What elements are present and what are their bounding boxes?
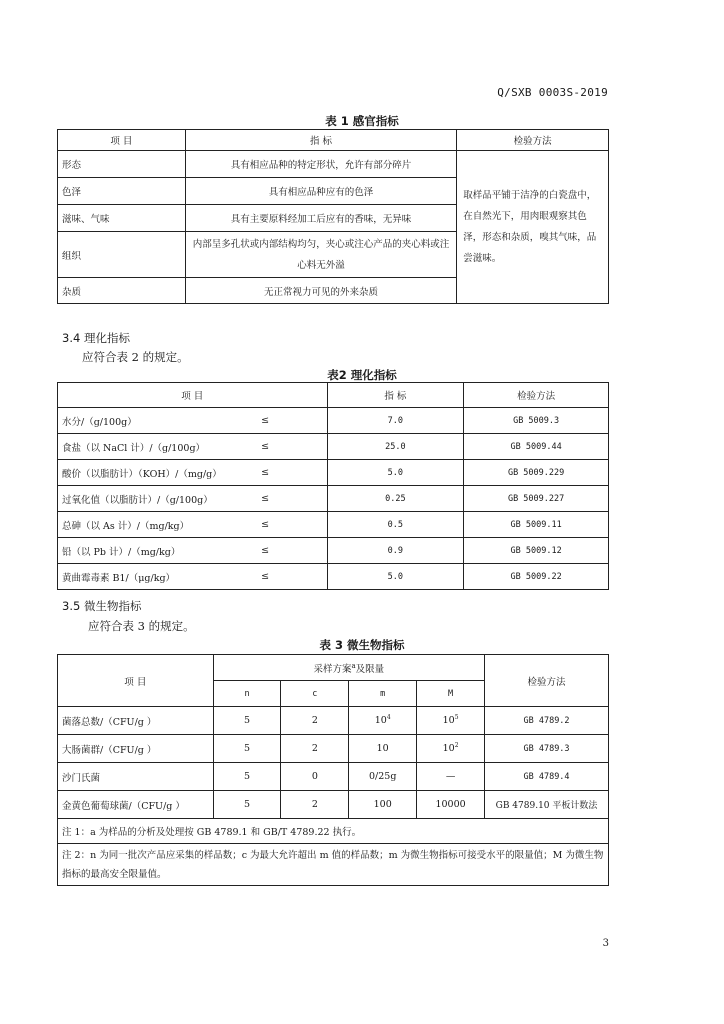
table-row-method: GB 5009.229 <box>464 460 609 486</box>
table-row-op: ≤ <box>257 434 327 460</box>
table-row-M: 10000 <box>417 791 485 819</box>
table-row-n: 5 <box>213 707 281 735</box>
table3-caption: 表 3 微生物指标 <box>319 638 405 652</box>
table-row-c: 2 <box>281 707 349 735</box>
table-row-c: 0 <box>281 763 349 791</box>
header-plan: 采样方案$^a$及限量 <box>213 655 484 681</box>
table-row-value: 7.0 <box>327 408 464 434</box>
table-row-value: 5.0 <box>327 564 464 590</box>
header-M: M <box>417 681 485 707</box>
table-note-2: 注 2：n 为同一批次产品应采集的样品数；c 为最大允许超出 m 值的样品数；m 为微生物指标可接受水平的限量值；M 为微生物指标的最高安全限量值。 <box>58 844 609 886</box>
table-row-method: GB 5009.227 <box>464 486 609 512</box>
table-row-item: 滋味、气味 <box>58 205 186 232</box>
sensory-method: 取样品平铺于洁净的白瓷盘中，在自然光下，用肉眼观察其色泽，形态和杂质，嗅其气味，品尝滋味。 <box>457 151 609 304</box>
header-method: 检验方法 <box>485 655 609 707</box>
table-row-method: GB 5009.22 <box>464 564 609 590</box>
table-row-index: 具有主要原料经加工后应有的香味，无异味 <box>185 205 456 232</box>
physicochemical-table <box>57 382 609 590</box>
table-row-method: GB 5009.44 <box>464 434 609 460</box>
table-row-op: ≤ <box>257 460 327 486</box>
header-item: 项 目 <box>58 383 328 408</box>
table-row-item: 金黄色葡萄球菌/（CFU/g ） <box>58 791 214 819</box>
header-index: 指 标 <box>327 383 464 408</box>
table-row-item: 酸价（以脂肪计）（KOH）/（mg/g） <box>58 460 258 486</box>
header-method: 检验方法 <box>464 383 609 408</box>
table-row-item: 组织 <box>58 232 186 278</box>
table-row-method: GB 4789.4 <box>485 763 609 791</box>
table1-caption: 表 1 感官指标 <box>325 114 399 128</box>
table-row-m: 0/25g <box>349 763 417 791</box>
table-row-item: 色泽 <box>58 178 186 205</box>
table-row-op: ≤ <box>257 538 327 564</box>
table-row-item: 水分/（g/100g） <box>58 408 258 434</box>
table-row-item: 大肠菌群/（CFU/g ） <box>58 735 214 763</box>
table-row-item: 过氧化值（以脂肪计）/（g/100g） <box>58 486 258 512</box>
table-row-index: 内部呈多孔状或内部结构均匀，夹心或注心产品的夹心料或注心料无外溢 <box>185 232 456 278</box>
table-row-m: $10^4$ <box>349 707 417 735</box>
microbial-table <box>57 654 609 886</box>
table-row-item: 沙门氏菌 <box>58 763 214 791</box>
table-row-n: 5 <box>213 735 281 763</box>
table-row-value: 0.25 <box>327 486 464 512</box>
section-3-5-text: 应符合表 3 的规定。 <box>88 619 195 633</box>
table-row-op: ≤ <box>257 408 327 434</box>
table-row-item: 总砷（以 As 计）/（mg/kg） <box>58 512 258 538</box>
table-row-op: ≤ <box>257 486 327 512</box>
table-row-op: ≤ <box>257 512 327 538</box>
table-row-method: GB 5009.11 <box>464 512 609 538</box>
document-number: Q/SXB 0003S-2019 <box>497 86 608 99</box>
table-row-method: GB 5009.12 <box>464 538 609 564</box>
table-row-value: 0.5 <box>327 512 464 538</box>
table-row-m: 10 <box>349 735 417 763</box>
table-row-value: 25.0 <box>327 434 464 460</box>
table-row-method: GB 4789.10 平板计数法 <box>485 791 609 819</box>
table-row-index: 无正常视力可见的外来杂质 <box>185 278 456 304</box>
table-row-n: 5 <box>213 763 281 791</box>
table-row-value: 0.9 <box>327 538 464 564</box>
page-number: 3 <box>602 938 609 949</box>
table2-caption: 表2 理化指标 <box>327 368 397 382</box>
sensory-table <box>57 129 609 304</box>
table-row-item: 食盐（以 NaCl 计）/（g/100g） <box>58 434 258 460</box>
table-row-method: GB 4789.2 <box>485 707 609 735</box>
table-row-op: ≤ <box>257 564 327 590</box>
header-item: 项 目 <box>58 655 214 707</box>
header-item: 项 目 <box>58 130 186 151</box>
header-index: 指 标 <box>185 130 456 151</box>
table-row-index: 具有相应品种的特定形状，允许有部分碎片 <box>185 151 456 178</box>
section-3-4-heading: 3.4 理化指标 <box>62 331 130 345</box>
table-row-item: 菌落总数/（CFU/g ） <box>58 707 214 735</box>
table-row-M: $10^2$ <box>417 735 485 763</box>
table-row-value: 5.0 <box>327 460 464 486</box>
table-row-m: 100 <box>349 791 417 819</box>
table-row-method: GB 5009.3 <box>464 408 609 434</box>
table-row-M: $10^5$ <box>417 707 485 735</box>
header-m: m <box>349 681 417 707</box>
table-row-item: 铅（以 Pb 计）/（mg/kg） <box>58 538 258 564</box>
table-row-n: 5 <box>213 791 281 819</box>
section-3-5-heading: 3.5 微生物指标 <box>62 599 142 613</box>
table-row-M: — <box>417 763 485 791</box>
table-row-c: 2 <box>281 735 349 763</box>
table-row-item: 黄曲霉毒素 B1/（μg/kg） <box>58 564 258 590</box>
header-c: c <box>281 681 349 707</box>
table-row-index: 具有相应品种应有的色泽 <box>185 178 456 205</box>
table-row-item: 杂质 <box>58 278 186 304</box>
table-row-method: GB 4789.3 <box>485 735 609 763</box>
header-n: n <box>213 681 281 707</box>
table-note-1: 注 1：a 为样品的分析及处理按 GB 4789.1 和 GB/T 4789.22 执行。 <box>58 819 609 844</box>
header-method: 检验方法 <box>457 130 609 151</box>
section-3-4-text: 应符合表 2 的规定。 <box>82 350 189 364</box>
table-row-item: 形态 <box>58 151 186 178</box>
table-row-c: 2 <box>281 791 349 819</box>
